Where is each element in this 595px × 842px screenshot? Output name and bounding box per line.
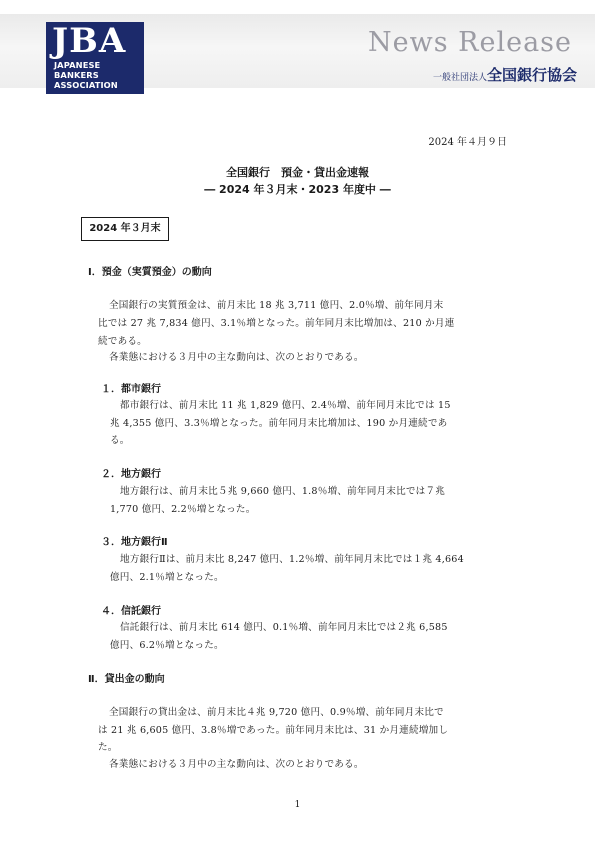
- item3-line: 億円、2.1％増となった。: [110, 572, 224, 583]
- release-date: 2024 年４月９日: [428, 137, 507, 148]
- item4-line: 信託銀行は、前月末比 614 億円、0.1％増、前年同月末比では２兆 6,585: [120, 622, 448, 633]
- item4-line: 億円、6.2％増となった。: [110, 640, 224, 651]
- document-title: 全国銀行 預金・貸出金速報: [226, 166, 369, 179]
- jba-logo: [46, 22, 144, 94]
- section2-para-line: た。: [98, 742, 118, 753]
- item2-heading: ２．地方銀行: [101, 469, 161, 480]
- org-name-main: 全国銀行協会: [486, 66, 577, 84]
- section2-para-line: 全国銀行の貸出金は、前月末比４兆 9,720 億円、0.9％増、前年同月末比で: [109, 707, 444, 718]
- logo-text: JBA: [52, 21, 127, 61]
- item2-line: 地方銀行は、前月末比５兆 9,660 億円、1.8％増、前年同月末比では７兆: [120, 486, 446, 497]
- item1-heading: １．都市銀行: [101, 384, 161, 395]
- news-release-label: News Release: [368, 27, 573, 58]
- document-subtitle: ― 2024 年３月末・2023 年度中 ―: [204, 183, 391, 196]
- item3-heading: ３．地方銀行Ⅱ: [101, 537, 168, 548]
- section2-para-line: は 21 兆 6,605 億円、3.8％増であった。前年同月末比は、31 か月連続増加し: [98, 725, 449, 736]
- period-box: 2024 年３月末: [81, 217, 169, 241]
- section2-heading: Ⅱ．貸出金の動向: [88, 674, 165, 685]
- section1-para-line: 全国銀行の実質預金は、前月末比 18 兆 3,711 億円、2.0％増、前年同月末: [109, 300, 444, 311]
- item1-line: 兆 4,355 億円、3.3％増となった。前年同月末比増加は、190 か月連続であ: [110, 418, 448, 429]
- section2-para2: 各業態における３月中の主な動向は、次のとおりである。: [109, 759, 364, 770]
- section1-heading: Ⅰ．預金（実質預金）の動向: [88, 267, 212, 278]
- section1-para2: 各業態における３月中の主な動向は、次のとおりである。: [109, 352, 364, 363]
- page-number: 1: [294, 800, 301, 810]
- item2-line: 1,770 億円、2.2％増となった。: [110, 504, 256, 515]
- org-name: [433, 64, 577, 85]
- item3-line: 地方銀行Ⅱは、前月末比 8,247 億円、1.2％増、前年同月末比では１兆 4,664: [120, 554, 464, 565]
- logo-subtext: JAPANESE BANKERS ASSOCIATION: [54, 60, 118, 90]
- org-prefix: 一般社団法人: [432, 73, 487, 83]
- item1-line: る。: [110, 435, 130, 446]
- section1-para-line: 続である。: [98, 336, 147, 347]
- item1-line: 都市銀行は、前月末比 11 兆 1,829 億円、2.4％増、前年同月末比では 15: [120, 400, 451, 411]
- section1-para-line: 比では 27 兆 7,834 億円、3.1％増となった。前年同月末比増加は、210 か月連: [98, 318, 455, 329]
- item4-heading: ４．信託銀行: [101, 606, 161, 617]
